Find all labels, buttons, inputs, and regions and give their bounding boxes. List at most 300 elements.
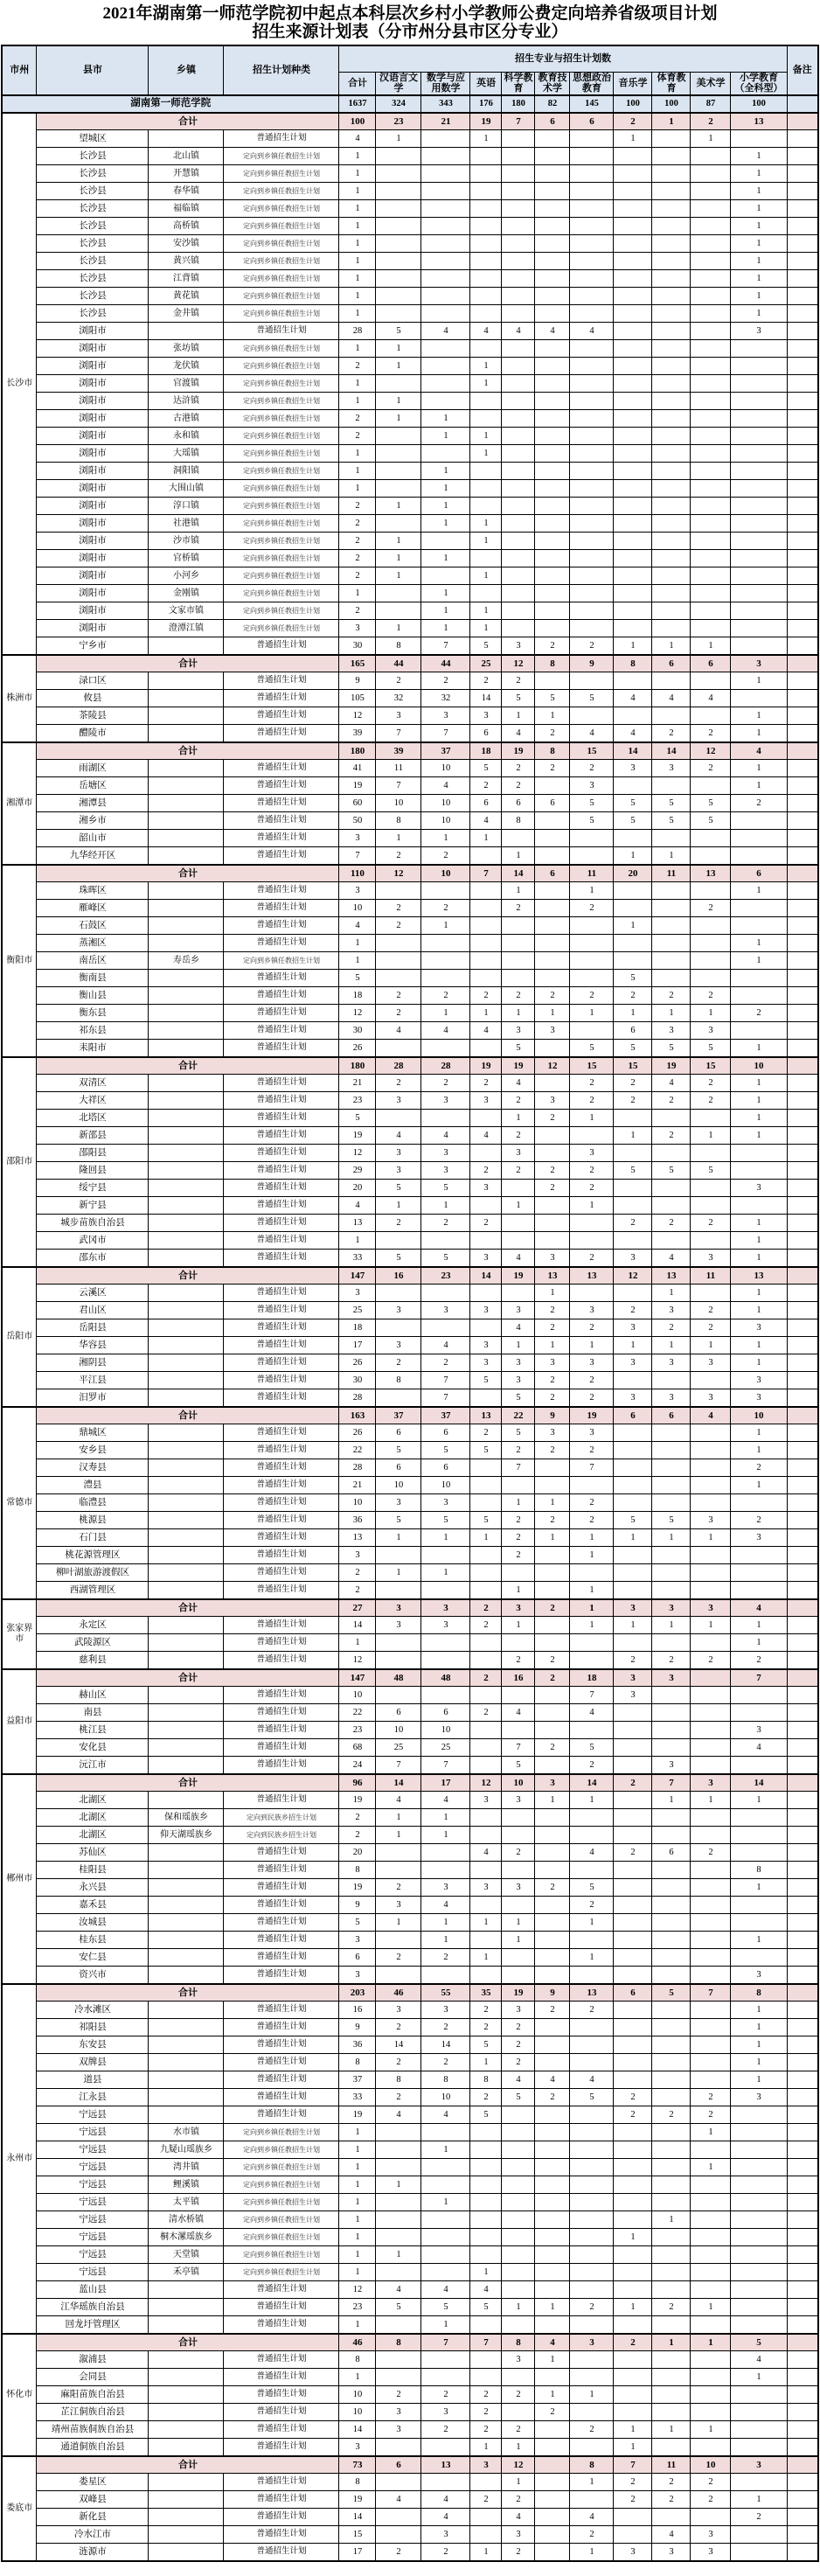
value-cell (470, 1827, 502, 1844)
value-cell: 4 (376, 2491, 421, 2509)
township-name (149, 1372, 224, 1389)
value-cell: 30 (339, 1372, 376, 1389)
value-cell: 1 (731, 1932, 787, 1949)
value-cell (652, 270, 691, 288)
county-row (2, 1757, 818, 1774)
value-cell (652, 1897, 691, 1914)
value-cell: 1 (614, 1005, 652, 1022)
value-cell: 1 (652, 637, 691, 655)
value-cell (502, 952, 535, 970)
remark-cell (787, 340, 818, 358)
value-cell (470, 1967, 502, 1984)
value-cell: 3 (339, 1285, 376, 1302)
value-cell: 6 (535, 795, 570, 812)
county-row (2, 428, 818, 445)
township-name (149, 882, 224, 900)
value-cell (470, 2211, 502, 2229)
township-name (149, 1424, 224, 1442)
prefecture-total-label: 合计 (37, 113, 339, 130)
value-cell: 2 (470, 2421, 502, 2439)
township-name: 开慧镇 (149, 165, 224, 183)
value-cell: 3 (570, 2334, 614, 2351)
value-cell (614, 1547, 652, 1564)
county-name: 北湖区 (37, 1809, 149, 1827)
county-row (2, 970, 818, 987)
value-cell: 1 (731, 200, 787, 218)
remark-cell (787, 917, 818, 935)
value-cell (691, 165, 731, 183)
remark-cell (787, 1162, 818, 1180)
value-cell (614, 1932, 652, 1949)
plan-type: 普通招生计划 (224, 1250, 339, 1267)
county-name: 靖州苗族侗族自治县 (37, 2421, 149, 2439)
plan-type: 定向到乡镇任教招生计划 (224, 410, 339, 428)
value-cell (614, 1634, 652, 1652)
value-cell: 1 (570, 1197, 614, 1215)
remark-cell (787, 2386, 818, 2404)
county-name: 岳阳县 (37, 1319, 149, 1337)
value-cell (614, 183, 652, 200)
remark-cell (787, 1494, 818, 1512)
township-name (149, 812, 224, 830)
value-cell (502, 183, 535, 200)
value-cell: 5 (376, 1512, 421, 1529)
value-cell: 2 (731, 1512, 787, 1529)
township-name (149, 2351, 224, 2369)
value-cell: 14 (470, 690, 502, 707)
county-name: 祁阳县 (37, 2019, 149, 2036)
value-cell: 3 (470, 1302, 502, 1319)
county-row (2, 1512, 818, 1529)
remark-cell (787, 2141, 818, 2159)
value-cell (652, 463, 691, 480)
value-cell (691, 917, 731, 935)
value-cell (731, 585, 787, 602)
value-cell: 2 (376, 1215, 421, 1232)
county-row (2, 2002, 818, 2019)
township-name (149, 672, 224, 690)
value-cell (731, 2229, 787, 2246)
value-cell: 4 (502, 725, 535, 742)
county-row (2, 2439, 818, 2456)
value-cell (470, 1652, 502, 1669)
value-cell: 2 (535, 760, 570, 777)
value-cell: 2 (470, 1215, 502, 1232)
remark-cell (787, 2544, 818, 2561)
value-cell: 82 (535, 95, 570, 113)
value-cell: 4 (652, 1075, 691, 1092)
value-cell: 3 (731, 2089, 787, 2106)
value-cell: 2 (339, 567, 376, 585)
value-cell: 37 (339, 2071, 376, 2089)
value-cell: 2 (691, 2474, 731, 2491)
value-cell (421, 2176, 470, 2194)
major-header: 小学教育（全科型） (731, 72, 787, 95)
value-cell: 5 (339, 1110, 376, 1127)
prefecture-name: 永州市 (2, 1984, 37, 2334)
value-cell (421, 130, 470, 148)
value-cell (535, 812, 570, 830)
table-header (2, 45, 818, 95)
value-cell: 3 (470, 1092, 502, 1110)
value-cell (535, 567, 570, 585)
remark-cell (787, 2404, 818, 2421)
value-cell (652, 2369, 691, 2386)
plan-type: 普通招生计划 (224, 1092, 339, 1110)
value-cell: 203 (339, 1984, 376, 2002)
value-cell (731, 130, 787, 148)
value-cell (691, 1634, 731, 1652)
value-cell (502, 480, 535, 498)
value-cell: 10 (731, 1407, 787, 1424)
value-cell: 1 (376, 410, 421, 428)
value-cell: 1 (731, 165, 787, 183)
value-cell: 25 (470, 655, 502, 672)
remark-cell (787, 1267, 818, 1285)
value-cell (614, 1722, 652, 1739)
plan-type: 定向到乡镇任教招生计划 (224, 2211, 339, 2229)
township-name: 淳口镇 (149, 498, 224, 515)
value-cell: 3 (339, 830, 376, 847)
value-cell: 12 (339, 1652, 376, 1669)
value-cell: 2 (421, 1949, 470, 1967)
township-name (149, 1879, 224, 1897)
plan-type: 普通招生计划 (224, 637, 339, 655)
value-cell (652, 1232, 691, 1250)
value-cell: 19 (339, 2491, 376, 2509)
value-cell: 2 (339, 1827, 376, 1844)
value-cell (652, 707, 691, 725)
value-cell (652, 1477, 691, 1494)
value-cell (652, 970, 691, 987)
value-cell: 1 (731, 270, 787, 288)
township-name (149, 1022, 224, 1040)
value-cell: 7 (376, 725, 421, 742)
plan-type: 普通招生计划 (224, 2351, 339, 2369)
value-cell (614, 463, 652, 480)
value-cell (691, 1809, 731, 1827)
value-cell (502, 567, 535, 585)
township-name: 达浒镇 (149, 393, 224, 410)
value-cell (731, 498, 787, 515)
value-cell: 2 (470, 672, 502, 690)
value-cell: 13 (731, 1267, 787, 1285)
value-cell (376, 375, 421, 393)
value-cell: 3 (470, 1354, 502, 1372)
value-cell (614, 2019, 652, 2036)
value-cell: 2 (421, 987, 470, 1005)
remark-cell (787, 2124, 818, 2141)
county-name: 娄星区 (37, 2474, 149, 2491)
value-cell (731, 2526, 787, 2544)
value-cell: 2 (535, 987, 570, 1005)
value-cell: 2 (339, 410, 376, 428)
township-name (149, 1389, 224, 1407)
value-cell (652, 1827, 691, 1844)
value-cell: 50 (339, 812, 376, 830)
county-name: 宁远县 (37, 2246, 149, 2264)
plan-type: 普通招生计划 (224, 1687, 339, 1704)
value-cell: 2 (502, 2421, 535, 2439)
value-cell (691, 1372, 731, 1389)
value-cell: 5 (376, 2299, 421, 2316)
value-cell: 1 (731, 1302, 787, 1319)
value-cell (535, 375, 570, 393)
county-name: 云溪区 (37, 1285, 149, 1302)
major-header: 音乐学 (614, 72, 652, 95)
remark-cell (787, 620, 818, 637)
plan-type: 普通招生计划 (224, 1197, 339, 1215)
value-cell: 19 (502, 1057, 535, 1075)
value-cell (570, 672, 614, 690)
value-cell (652, 1372, 691, 1389)
value-cell: 1 (614, 130, 652, 148)
county-name: 宁远县 (37, 2141, 149, 2159)
value-cell: 14 (339, 2421, 376, 2439)
value-cell: 32 (376, 690, 421, 707)
value-cell: 1 (470, 1914, 502, 1932)
plan-type: 普通招生计划 (224, 882, 339, 900)
remark-cell (787, 585, 818, 602)
value-cell (570, 1932, 614, 1949)
value-cell: 4 (535, 2334, 570, 2351)
value-cell (421, 952, 470, 970)
value-cell (535, 1844, 570, 1862)
value-cell (570, 410, 614, 428)
county-row (2, 1232, 818, 1250)
value-cell (535, 970, 570, 987)
value-cell (421, 2159, 470, 2176)
county-row (2, 1897, 818, 1914)
plan-type: 普通招生计划 (224, 1494, 339, 1512)
value-cell: 8 (731, 1984, 787, 2002)
value-cell: 14 (470, 1267, 502, 1285)
county-name: 资兴市 (37, 1967, 149, 1984)
township-name (149, 1459, 224, 1477)
value-cell (731, 533, 787, 550)
value-cell (421, 340, 470, 358)
value-cell: 44 (421, 655, 470, 672)
value-cell (652, 1459, 691, 1477)
value-cell (614, 2246, 652, 2264)
county-row (2, 323, 818, 340)
value-cell: 1 (691, 2159, 731, 2176)
value-cell: 7 (570, 1687, 614, 1704)
value-cell: 3 (535, 1022, 570, 1040)
value-cell (652, 148, 691, 165)
value-cell: 4 (535, 323, 570, 340)
plan-type: 定向到乡镇任教招生计划 (224, 235, 339, 253)
value-cell (470, 288, 502, 305)
value-cell (421, 253, 470, 270)
value-cell: 1637 (339, 95, 376, 113)
prefecture-total-label: 合计 (37, 865, 339, 882)
value-cell: 13 (339, 1529, 376, 1547)
value-cell (691, 1949, 731, 1967)
value-cell: 21 (421, 113, 470, 130)
county-name: 长沙县 (37, 165, 149, 183)
township-name (149, 707, 224, 725)
plan-type: 普通招生计划 (224, 760, 339, 777)
value-cell (614, 515, 652, 533)
value-cell: 2 (614, 2089, 652, 2106)
value-cell (470, 148, 502, 165)
value-cell (614, 900, 652, 917)
value-cell: 11 (652, 865, 691, 882)
value-cell: 6 (339, 1949, 376, 1967)
value-cell (535, 602, 570, 620)
value-cell: 10 (502, 1774, 535, 1792)
value-cell (691, 1180, 731, 1197)
value-cell: 2 (376, 1005, 421, 1022)
value-cell: 1 (502, 2474, 535, 2491)
value-cell: 1 (421, 2316, 470, 2334)
value-cell: 1 (376, 1809, 421, 1827)
value-cell: 7 (376, 1757, 421, 1774)
value-cell: 2 (731, 2509, 787, 2526)
township-name (149, 2089, 224, 2106)
value-cell: 4 (376, 1127, 421, 1145)
value-cell: 1 (731, 2369, 787, 2386)
value-cell (502, 1862, 535, 1879)
value-cell (652, 2036, 691, 2054)
plan-type: 普通招生计划 (224, 1005, 339, 1022)
value-cell: 1 (652, 113, 691, 130)
value-cell (652, 2176, 691, 2194)
value-cell (614, 1494, 652, 1512)
remark-cell (787, 1197, 818, 1215)
value-cell: 3 (691, 1354, 731, 1372)
township-name (149, 2071, 224, 2089)
value-cell (731, 812, 787, 830)
value-cell: 2 (421, 2421, 470, 2439)
value-cell: 2 (502, 1547, 535, 1564)
prefecture-total-label: 合计 (37, 1267, 339, 1285)
value-cell: 3 (652, 1757, 691, 1774)
value-cell (376, 1319, 421, 1337)
value-cell: 3 (339, 2439, 376, 2456)
value-cell: 3 (376, 2002, 421, 2019)
value-cell: 3 (614, 2544, 652, 2561)
county-row (2, 2019, 818, 2036)
county-name: 新化县 (37, 2509, 149, 2526)
value-cell (502, 253, 535, 270)
value-cell: 1 (731, 1232, 787, 1250)
value-cell: 1 (570, 1110, 614, 1127)
plan-type: 普通招生计划 (224, 847, 339, 865)
value-cell: 8 (535, 655, 570, 672)
value-cell (652, 2089, 691, 2106)
value-cell: 1 (339, 2141, 376, 2159)
col-header: 市州 (2, 45, 37, 95)
value-cell (535, 2369, 570, 2386)
township-name: 福临镇 (149, 200, 224, 218)
township-name (149, 917, 224, 935)
value-cell: 1 (731, 1424, 787, 1442)
value-cell: 6 (652, 1844, 691, 1862)
value-cell (502, 1477, 535, 1494)
remark-cell (787, 1145, 818, 1162)
school-name: 湖南第一师范学院 (2, 95, 339, 113)
remark-cell (787, 2194, 818, 2211)
value-cell: 3 (652, 760, 691, 777)
value-cell (535, 463, 570, 480)
value-cell: 2 (570, 1442, 614, 1459)
value-cell: 4 (421, 2509, 470, 2526)
county-name: 长沙县 (37, 235, 149, 253)
value-cell (376, 463, 421, 480)
value-cell (470, 480, 502, 498)
value-cell (570, 428, 614, 445)
value-cell (652, 952, 691, 970)
county-name: 邵阳县 (37, 1145, 149, 1162)
township-name: 小河乡 (149, 567, 224, 585)
value-cell: 2 (502, 2386, 535, 2404)
value-cell: 1 (470, 515, 502, 533)
remark-cell (787, 1127, 818, 1145)
major-header: 思想政治教育 (570, 72, 614, 95)
value-cell: 1 (421, 463, 470, 480)
value-cell (614, 1424, 652, 1442)
township-name: 寿岳乡 (149, 952, 224, 970)
value-cell (652, 567, 691, 585)
value-cell (470, 393, 502, 410)
remark-cell (787, 2036, 818, 2054)
township-name: 金刚镇 (149, 585, 224, 602)
value-cell: 3 (614, 1687, 652, 1704)
value-cell: 2 (570, 1075, 614, 1092)
township-name (149, 1477, 224, 1494)
value-cell: 10 (339, 1687, 376, 1704)
county-name: 宁远县 (37, 2159, 149, 2176)
value-cell: 2 (652, 987, 691, 1005)
value-cell (652, 830, 691, 847)
county-name: 长沙县 (37, 288, 149, 305)
plan-type: 普通招生计划 (224, 812, 339, 830)
township-name: 文家市镇 (149, 602, 224, 620)
value-cell (614, 2404, 652, 2421)
value-cell: 1 (691, 1617, 731, 1634)
value-cell: 1 (339, 2369, 376, 2386)
value-cell: 5 (652, 1984, 691, 2002)
value-cell (502, 2159, 535, 2176)
county-row (2, 2369, 818, 2386)
value-cell (376, 288, 421, 305)
value-cell: 2 (421, 900, 470, 917)
plan-type: 定向到乡镇任教招生计划 (224, 428, 339, 445)
value-cell: 7 (421, 725, 470, 742)
value-cell: 1 (421, 602, 470, 620)
value-cell (652, 777, 691, 795)
value-cell (570, 305, 614, 323)
value-cell: 180 (339, 1057, 376, 1075)
value-cell: 1 (339, 200, 376, 218)
value-cell: 4 (421, 777, 470, 795)
remark-cell (787, 95, 818, 113)
value-cell: 147 (339, 1669, 376, 1687)
value-cell: 1 (502, 2299, 535, 2316)
county-row (2, 1827, 818, 1844)
township-name: 永和镇 (149, 428, 224, 445)
value-cell: 3 (376, 1617, 421, 1634)
value-cell: 2 (376, 2089, 421, 2106)
value-cell: 22 (339, 1704, 376, 1722)
value-cell: 4 (652, 690, 691, 707)
value-cell (421, 1285, 470, 1302)
value-cell (614, 1197, 652, 1215)
value-cell: 3 (691, 1512, 731, 1529)
value-cell: 5 (570, 795, 614, 812)
